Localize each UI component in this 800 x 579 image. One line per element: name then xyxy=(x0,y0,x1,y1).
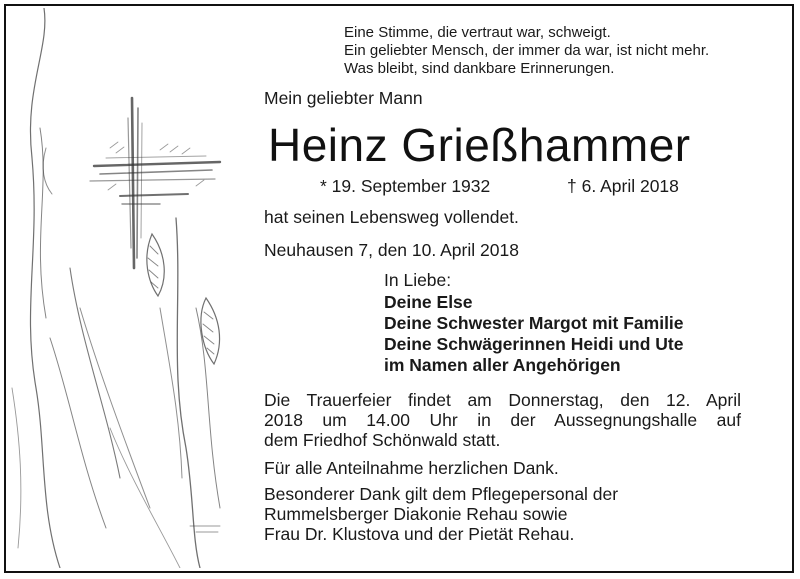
in-liebe-label: In Liebe: xyxy=(384,270,452,290)
poem-line: Was bleibt, sind dankbare Erinnerungen. xyxy=(344,60,615,77)
place-date: Neuhausen 7, den 10. April 2018 xyxy=(264,240,519,260)
thanks-text: Für alle Anteilnahme herzlichen Dank. xyxy=(264,458,559,478)
mourner-line: im Namen aller Angehörigen xyxy=(384,355,621,375)
funeral-notice xyxy=(264,390,741,450)
intro-text: Mein geliebter Mann xyxy=(264,88,423,108)
special-thanks xyxy=(264,484,618,544)
cross-and-wheat-illustration xyxy=(10,8,250,568)
special-thanks-line: Frau Dr. Klustova und der Pietät Rehau. xyxy=(264,524,575,544)
mourner-line: Deine Else xyxy=(384,292,473,312)
funeral-line: Die Trauerfeier findet am Donnerstag, den 12. April xyxy=(264,390,741,410)
funeral-line: dem Friedhof Schönwald statt. xyxy=(264,430,501,450)
lebensweg-text: hat seinen Lebensweg vollendet. xyxy=(264,207,519,227)
special-thanks-line: Besonderer Dank gilt dem Pflegepersonal der xyxy=(264,484,619,504)
funeral-line: 2018 um 14.00 Uhr in der Aussegnungshalle auf xyxy=(264,410,741,430)
mourner-line: Deine Schwägerinnen Heidi und Ute xyxy=(384,334,684,354)
mourner-line: Deine Schwester Margot mit Familie xyxy=(384,313,684,333)
death-date: † 6. April 2018 xyxy=(567,176,679,196)
special-thanks-line: Rummelsberger Diakonie Rehau sowie xyxy=(264,504,568,524)
deceased-name: Heinz Grießhammer xyxy=(268,119,691,171)
poem xyxy=(344,24,709,78)
poem-line: Eine Stimme, die vertraut war, schweigt. xyxy=(344,24,611,41)
poem-line: Ein geliebter Mensch, der immer da war, ist nicht mehr. xyxy=(344,42,710,59)
birth-date: * 19. September 1932 xyxy=(320,176,491,196)
mourners-list xyxy=(384,292,684,376)
